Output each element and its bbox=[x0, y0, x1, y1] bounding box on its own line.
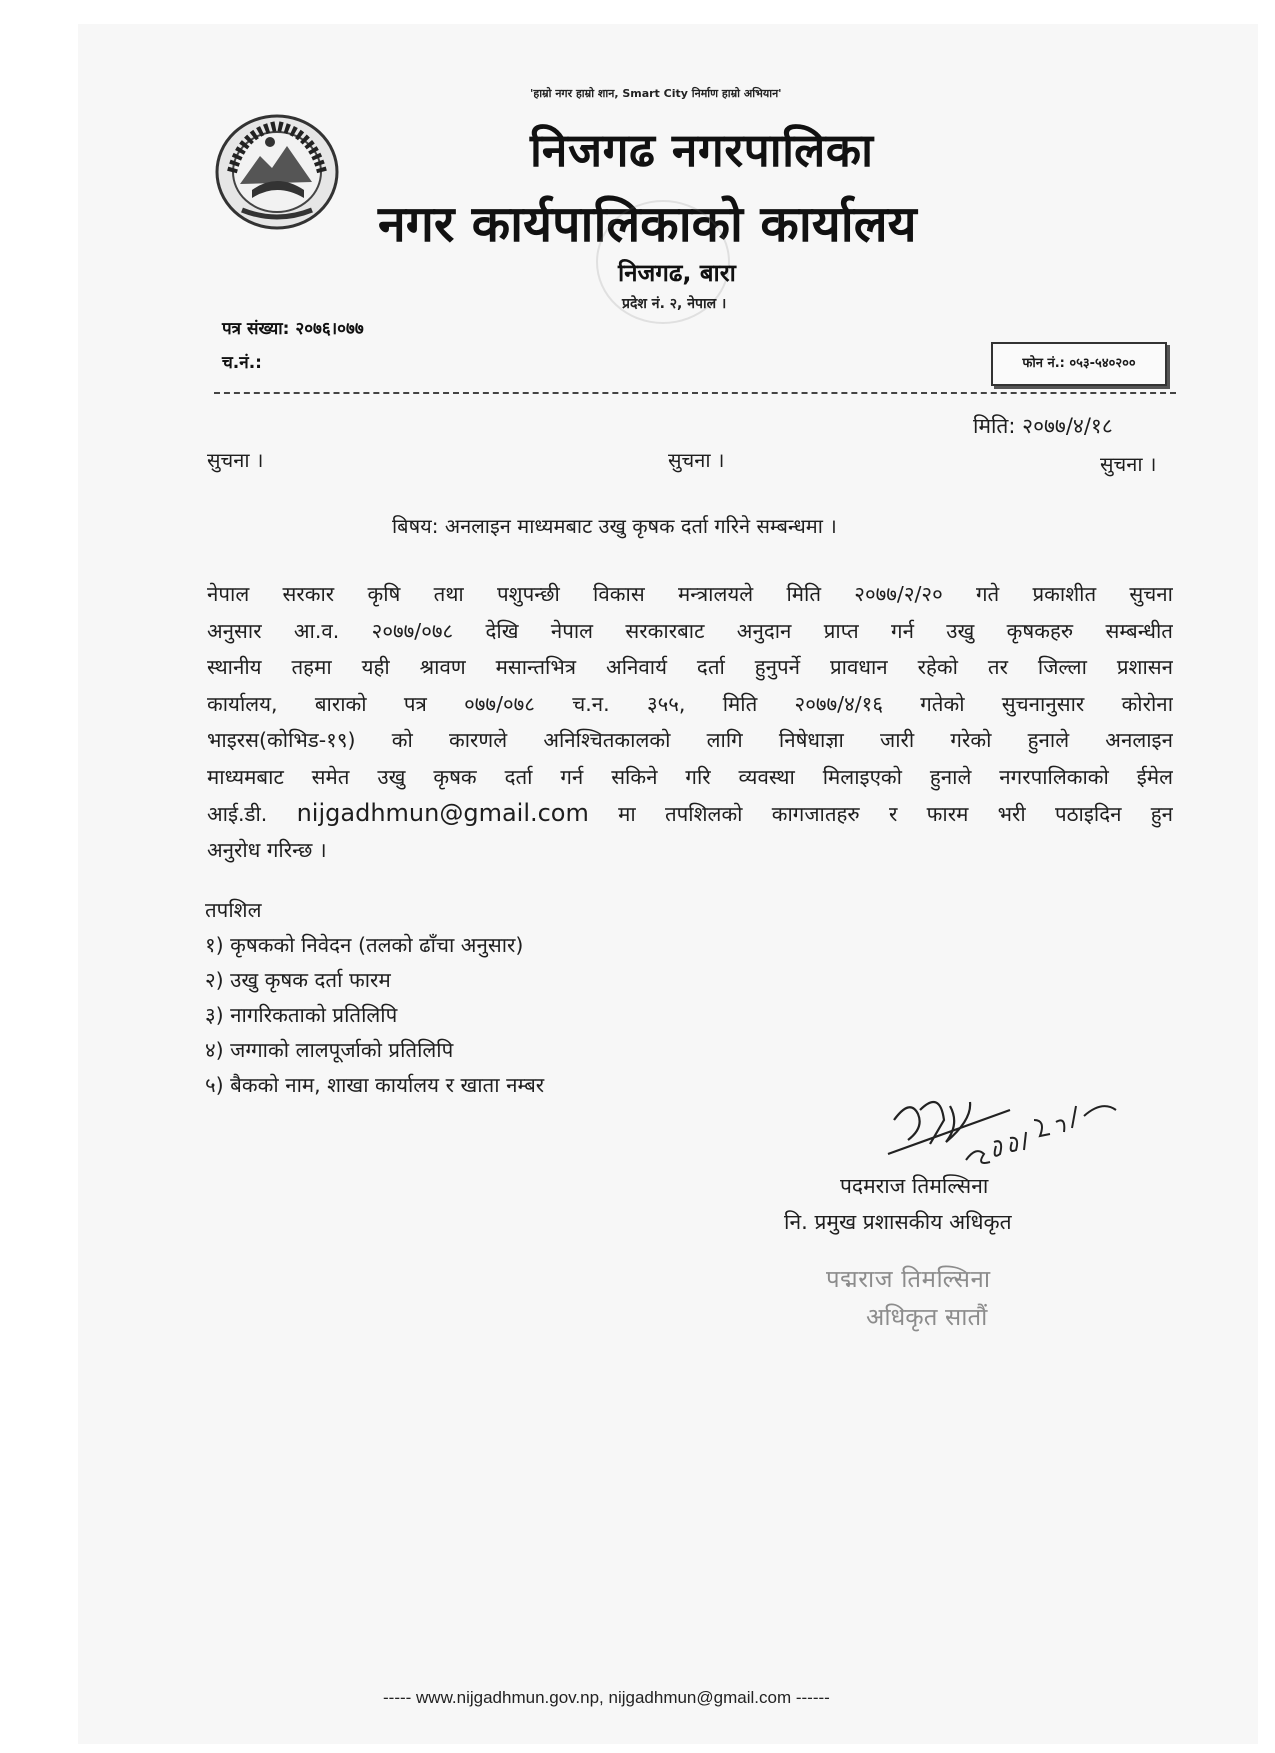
municipality-name: निजगढ नगरपालिका bbox=[530, 123, 874, 177]
footer-contact: ----- www.nijgadhmun.gov.np, nijgadhmun@gmail.com ------ bbox=[383, 1688, 830, 1707]
notice-label-left: सुचना । bbox=[207, 448, 264, 472]
list-item: १) कृषकको निवेदन (तलको ढाँचा अनुसार) bbox=[205, 933, 524, 957]
list-item: २) उखु कृषक दर्ता फारम bbox=[205, 968, 391, 992]
signatory-title: नि. प्रमुख प्रशासकीय अधिकृत bbox=[784, 1210, 1012, 1234]
nepal-emblem-icon bbox=[212, 112, 342, 234]
body-line: अनुसार आ.व. २०७७/०७८ देखि नेपाल सरकारबाट अनुदान प्राप्त गर्न उखु कृषकहरु सम्बन्धीत bbox=[207, 618, 1173, 643]
body-line: भाइरस(कोभिड-१९) को कारणले अनिश्चितकालको लागि निषेधाज्ञा जारी गरेको हुनाले अनलाइन bbox=[207, 728, 1173, 752]
email-suffix: मा तपशिलको कागजातहरु र फारम भरी पठाइदिन हुन bbox=[618, 802, 1173, 826]
list-item: ३) नागरिकताको प्रतिलिपि bbox=[205, 1003, 398, 1027]
email-address: nijgadhmun@gmail.com bbox=[296, 799, 589, 827]
stamp-title: अधिकृत सातौं bbox=[866, 1303, 988, 1331]
body-line: नेपाल सरकार कृषि तथा पशुपन्छी विकास मन्त्रालयले मिति २०७७/२/२० गते प्रकाशीत सुचना bbox=[207, 582, 1173, 606]
dispatch-number: च.नं.: bbox=[222, 353, 262, 373]
list-heading: तपशिल bbox=[205, 898, 262, 922]
body-last-line: अनुरोध गरिन्छ । bbox=[207, 837, 327, 862]
slogan: 'हाम्रो नगर हाम्रो शान, Smart City निर्माण हाम्रो अभियान' bbox=[530, 87, 782, 100]
body-line: कार्यालय, बाराको पत्र ०७७/०७८ च.न. ३५५, मिति २०७७/४/१६ गतेको सुचनानुसार कोरोना bbox=[207, 691, 1173, 716]
office-location: निजगढ, बारा bbox=[618, 259, 736, 287]
notice-label-center: सुचना । bbox=[668, 448, 725, 472]
letter-date: मिति: २०७७/४/१८ bbox=[973, 414, 1113, 438]
list-item: ४) जग्गाको लालपूर्जाको प्रतिलिपि bbox=[205, 1038, 454, 1062]
letter-number: पत्र संख्या: २०७६।०७७ bbox=[222, 319, 364, 339]
notice-label-right: सुचना । bbox=[1100, 452, 1157, 476]
province: प्रदेश नं. २, नेपाल । bbox=[622, 296, 727, 312]
subject-line: बिषय: अनलाइन माध्यमबाट उखु कृषक दर्ता गरिने सम्बन्धमा । bbox=[392, 514, 837, 538]
body-line: माध्यमबाट समेत उखु कृषक दर्ता गर्न सकिने गरि व्यवस्था मिलाइएको हुनाले नगरपालिकाको ईमेल bbox=[207, 764, 1173, 789]
signatory-name: पदमराज तिमल्सिना bbox=[840, 1174, 989, 1198]
phone-number: फोन नं.: ०५३-५४०२०० bbox=[1022, 356, 1136, 371]
attachment-list bbox=[205, 893, 544, 1103]
header-divider bbox=[214, 392, 1176, 394]
office-name: नगर कार्यपालिकाको कार्यालय bbox=[378, 195, 917, 253]
phone-box bbox=[991, 342, 1167, 386]
email-line bbox=[207, 795, 1173, 832]
email-prefix: आई.डी. bbox=[207, 802, 268, 826]
stamp-name: पद्मराज तिमल्सिना bbox=[826, 1265, 991, 1293]
list-item: ५) बैकको नाम, शाखा कार्यालय र खाता नम्बर bbox=[205, 1073, 545, 1097]
body-line: स्थानीय तहमा यही श्रावण मसान्तभित्र अनिवार्य दर्ता हुनुपर्ने प्रावधान रहेको तर जिल्ला प्रशासन bbox=[207, 655, 1173, 679]
body-paragraph bbox=[207, 576, 1173, 868]
